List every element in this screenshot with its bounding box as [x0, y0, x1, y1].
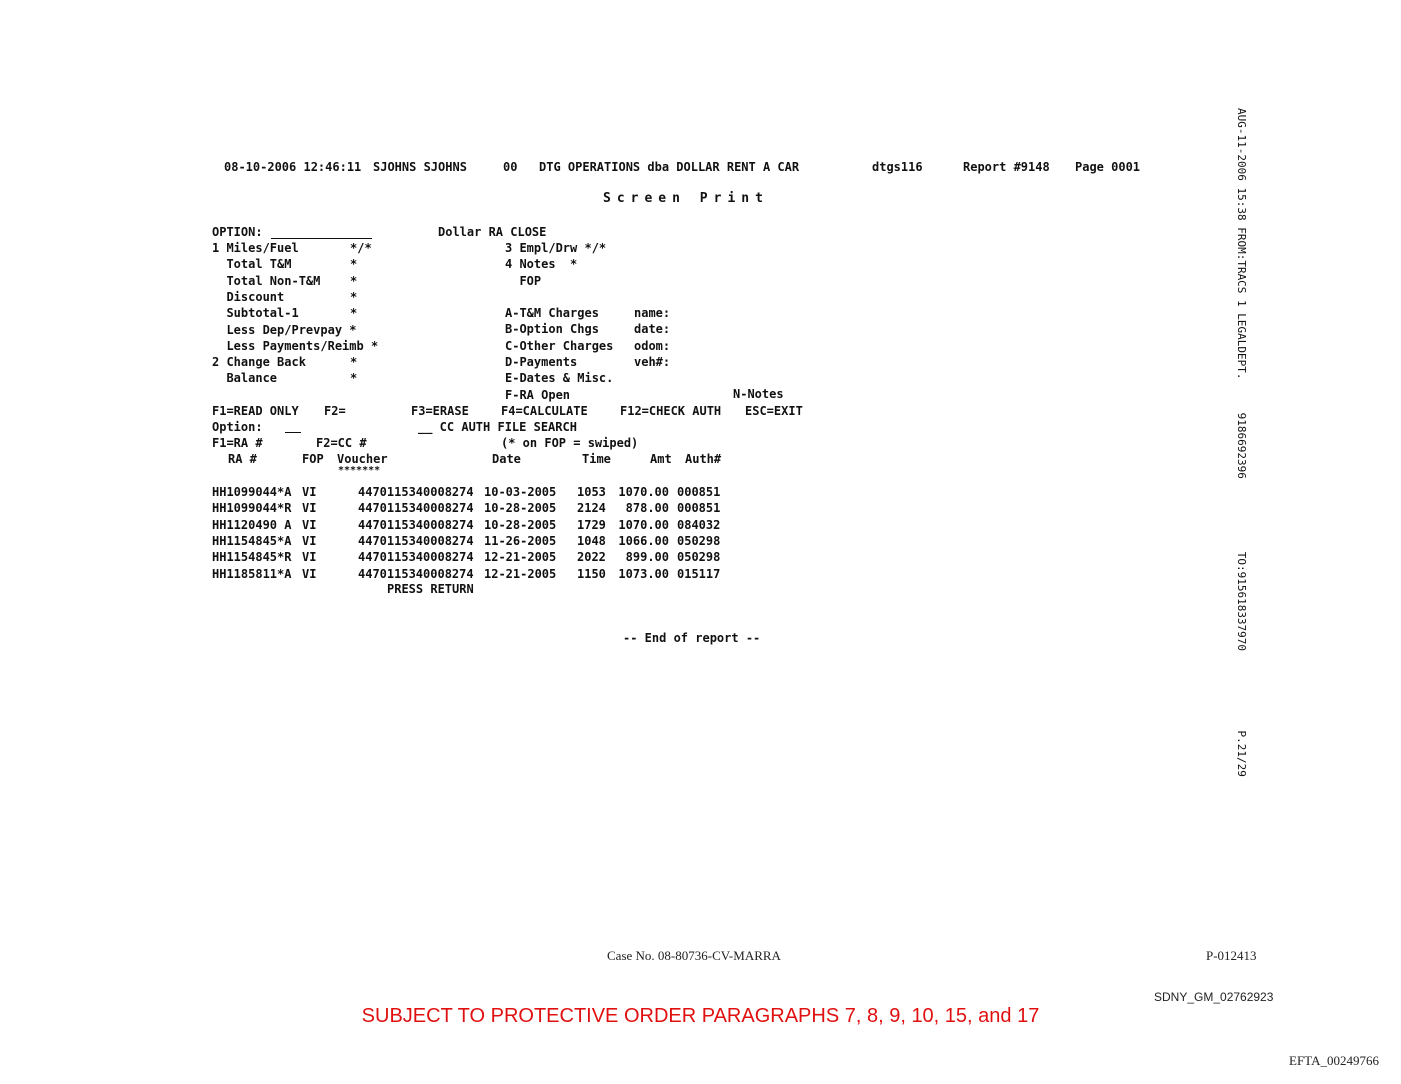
row-voucher: 4470115340008274 — [358, 501, 474, 516]
left-menu-item-label: Less Dep/Prevpay * — [212, 322, 357, 337]
right-field-label: odom: — [634, 338, 671, 353]
row-date: 12-21-2005 — [484, 550, 557, 565]
mid-menu-item: C-Other Charges — [505, 338, 614, 353]
row-ra: HH1120490 A — [212, 517, 292, 532]
row-date: 11-26-2005 — [484, 533, 557, 548]
left-menu-item-value: */* — [350, 241, 372, 255]
col-auth: Auth# — [685, 452, 722, 466]
n-notes-label: N-Notes — [733, 387, 784, 401]
left-menu-item-value: * — [350, 289, 358, 304]
row-ra: HH1099044*A — [212, 485, 292, 499]
row-ra: HH1154845*R — [212, 550, 292, 565]
right-field-label: date: — [634, 322, 671, 337]
row-fop: VI — [302, 533, 317, 548]
report-host: dtgs116 — [872, 160, 923, 174]
left-menu-item-value: * — [350, 273, 358, 288]
row-date: 10-28-2005 — [484, 501, 557, 516]
col-time: Time — [582, 452, 611, 466]
row-ra: HH1185811*A — [212, 566, 292, 581]
right-field-label: name: — [634, 306, 671, 320]
option-input-line — [271, 238, 372, 239]
mid-menu-top-item: 3 Empl/Drw */* — [505, 241, 607, 255]
p-number: P-012413 — [1206, 948, 1257, 963]
row-auth: 084032 — [677, 517, 721, 532]
mid-menu-item: F-RA Open — [505, 387, 571, 402]
screen-print-title: Screen Print — [603, 191, 769, 206]
fkey-esc: ESC=EXIT — [745, 404, 803, 418]
mid-menu-top-item: 4 Notes * — [505, 257, 578, 272]
row-amt: 1066.00 — [618, 533, 669, 548]
row-time: 1048 — [577, 533, 606, 548]
f1-ra-label: F1=RA # — [212, 436, 263, 450]
left-menu-item-label: Balance — [212, 371, 278, 386]
cc-auth-search: __ CC AUTH FILE SEARCH — [418, 420, 577, 434]
report-page: Page 0001 — [1075, 160, 1141, 174]
row-time: 1150 — [577, 566, 606, 581]
fkey-f3: F3=ERASE — [411, 404, 469, 418]
row-amt: 1073.00 — [618, 566, 669, 581]
left-menu-item-value: * — [350, 371, 358, 386]
row-voucher: 4470115340008274 — [358, 533, 474, 548]
bates-number: SDNY_GM_02762923 — [1154, 990, 1274, 1004]
col-date: Date — [492, 452, 521, 466]
end-of-report: -- End of report -- — [623, 631, 761, 645]
mid-menu-top-item: FOP — [505, 273, 542, 288]
row-date: 10-28-2005 — [484, 517, 557, 532]
case-number: Case No. 08-80736-CV-MARRA — [607, 948, 781, 963]
right-field-label: veh#: — [634, 354, 671, 369]
f2-cc-label: F2=CC # — [316, 436, 367, 450]
row-time: 2124 — [577, 501, 606, 516]
row-auth: 015117 — [677, 566, 721, 581]
row-fop: VI — [302, 485, 317, 499]
row-voucher: 4470115340008274 — [358, 566, 474, 581]
left-menu-item-label: Total T&M — [212, 257, 292, 272]
row-fop: VI — [302, 501, 317, 516]
row-fop: VI — [302, 517, 317, 532]
swiped-note: (* on FOP = swiped) — [501, 436, 639, 450]
col-fop: FOP — [302, 452, 324, 466]
press-return: PRESS RETURN — [387, 582, 474, 596]
row-auth: 000851 — [677, 485, 721, 499]
fkey-f12: F12=CHECK AUTH — [620, 404, 722, 418]
left-menu-item-label: Less Payments/Reimb * — [212, 338, 379, 353]
row-time: 2022 — [577, 550, 606, 565]
option2-label: Option: — [212, 420, 263, 434]
report-company: DTG OPERATIONS dba DOLLAR RENT A CAR — [539, 160, 800, 174]
mid-menu-item: E-Dates & Misc. — [505, 371, 614, 386]
report-user: SJOHNS SJOHNS — [373, 160, 467, 174]
row-amt: 899.00 — [625, 550, 669, 565]
fax-header: AUG-11-2006 15:38 FROM:TRACS 1 LEGALDEPT. 9186692396 TO:915618337970 P.21/29 — [1235, 108, 1248, 777]
row-ra: HH1154845*A — [212, 533, 292, 548]
screen-title: Dollar RA CLOSE — [438, 225, 547, 239]
efta-number: EFTA_00249766 — [1289, 1053, 1379, 1068]
report-timestamp: 08-10-2006 12:46:11 — [224, 160, 362, 174]
left-menu-item-value: * — [350, 306, 358, 321]
protective-order-notice: SUBJECT TO PROTECTIVE ORDER PARAGRAPHS 7, 8, 9, 10, 15, and 17 — [361, 1005, 1040, 1027]
row-date: 12-21-2005 — [484, 566, 557, 581]
voucher-mask: ******* — [338, 465, 381, 476]
left-menu-item-value: * — [350, 355, 358, 370]
row-time: 1729 — [577, 517, 606, 532]
row-date: 10-03-2005 — [484, 485, 557, 499]
row-amt: 1070.00 — [618, 517, 669, 532]
fkey-f4: F4=CALCULATE — [501, 404, 588, 418]
option-label: OPTION: — [212, 225, 263, 239]
left-menu-item-label: 2 Change Back — [212, 355, 306, 370]
left-menu-item-label: Subtotal-1 — [212, 306, 299, 321]
row-amt: 1070.00 — [618, 485, 669, 499]
left-menu-item-label: Total Non-T&M — [212, 273, 321, 288]
col-amt: Amt — [650, 452, 672, 466]
row-voucher: 4470115340008274 — [358, 550, 474, 565]
report-number: Report #9148 — [963, 160, 1050, 174]
row-auth: 050298 — [677, 550, 721, 565]
row-ra: HH1099044*R — [212, 501, 292, 516]
fkey-f1: F1=READ ONLY — [212, 404, 299, 418]
col-ra: RA # — [228, 452, 257, 466]
fkey-f2: F2= — [324, 404, 346, 418]
mid-menu-item: B-Option Chgs — [505, 322, 599, 337]
mid-menu-item: D-Payments — [505, 354, 578, 369]
row-voucher: 4470115340008274 — [358, 485, 474, 499]
left-menu-item-value: * — [350, 257, 358, 272]
col-voucher: Voucher — [337, 452, 388, 466]
left-menu-item-label: 1 Miles/Fuel — [212, 241, 299, 255]
report-code: 00 — [503, 160, 518, 174]
row-fop: VI — [302, 566, 317, 581]
row-fop: VI — [302, 550, 317, 565]
option2-input-line — [285, 432, 301, 433]
row-voucher: 4470115340008274 — [358, 517, 474, 532]
mid-menu-item: A-T&M Charges — [505, 306, 599, 320]
row-auth: 050298 — [677, 533, 721, 548]
row-auth: 000851 — [677, 501, 721, 516]
left-menu-item-label: Discount — [212, 289, 285, 304]
row-time: 1053 — [577, 485, 606, 499]
row-amt: 878.00 — [625, 501, 669, 516]
